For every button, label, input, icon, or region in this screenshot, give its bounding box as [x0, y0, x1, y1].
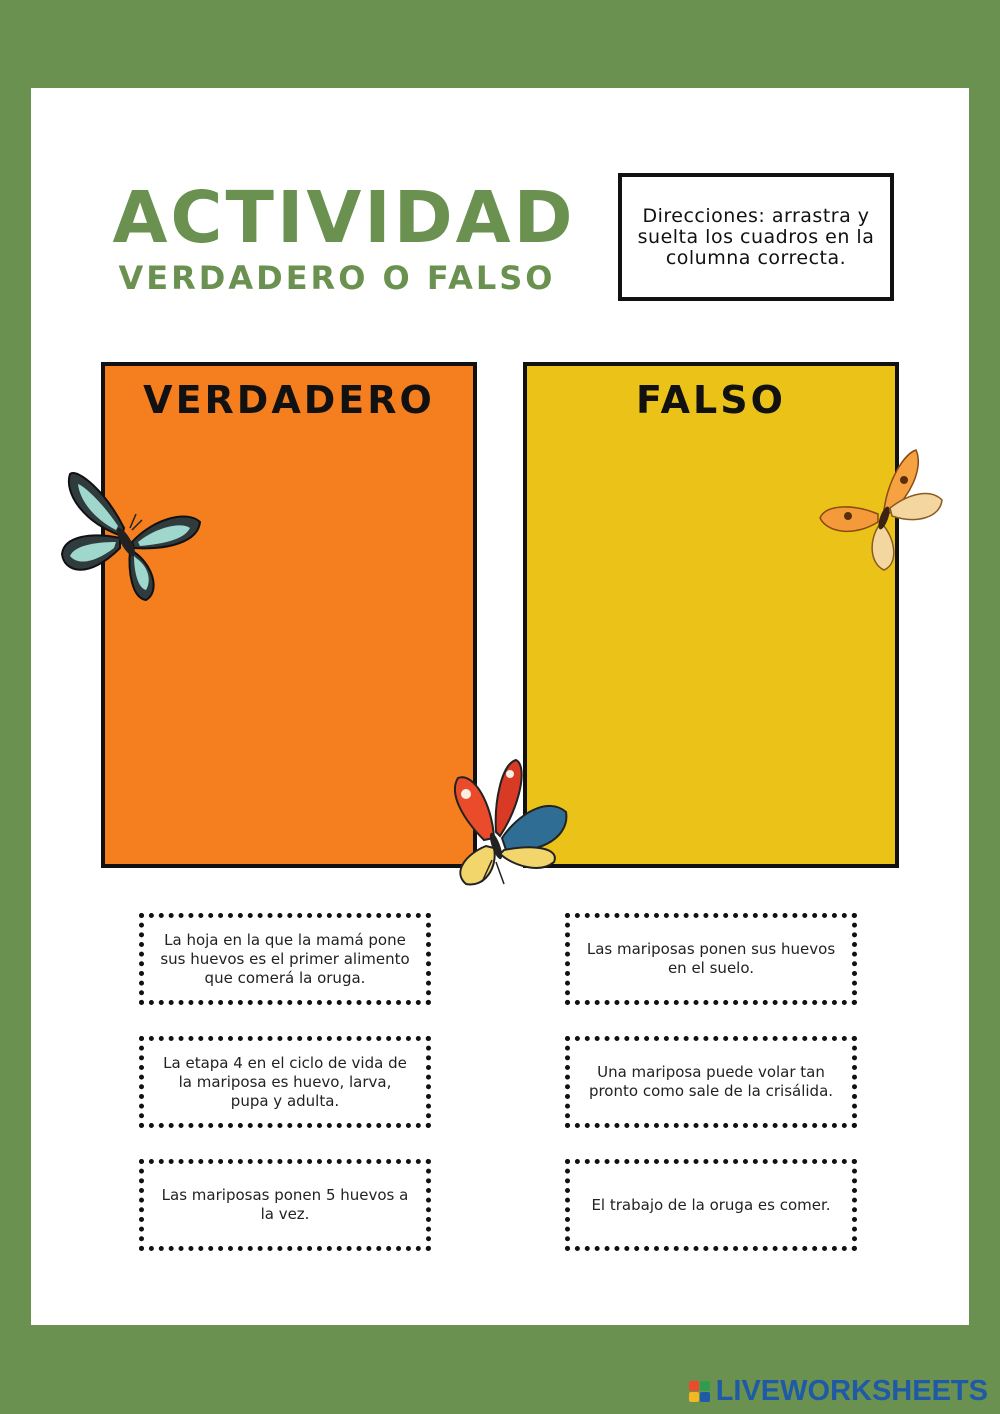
page-subtitle: VERDADERO O FALSO — [118, 259, 556, 297]
directions-box — [618, 173, 894, 301]
answer-card-text: Una mariposa puede volar tan pronto como sale de la crisálida. — [588, 1063, 834, 1100]
answer-card-text: Las mariposas ponen sus huevos en el suelo. — [586, 940, 836, 977]
answer-card[interactable] — [139, 913, 431, 1005]
answer-card[interactable] — [565, 913, 857, 1005]
butterfly-teal-icon — [58, 462, 206, 604]
answer-card[interactable] — [139, 1036, 431, 1128]
butterfly-multicolor-icon — [444, 754, 574, 894]
true-drop-zone[interactable] — [101, 362, 477, 868]
true-column-label: VERDADERO — [143, 378, 435, 422]
false-drop-zone[interactable] — [523, 362, 899, 868]
answer-card[interactable] — [565, 1036, 857, 1128]
answer-card-text: La hoja en la que la mamá pone sus huevos es el primer alimento que comerá la oruga. — [160, 930, 410, 987]
answer-card-text: El trabajo de la oruga es comer. — [591, 1195, 831, 1214]
answer-card[interactable] — [139, 1159, 431, 1251]
liveworksheets-logo[interactable] — [689, 1376, 988, 1406]
answer-card-text: Las mariposas ponen 5 huevos a la vez. — [161, 1186, 409, 1223]
false-column-label: FALSO — [636, 378, 786, 422]
answer-card-text: La etapa 4 en el ciclo de vida de la mariposa es huevo, larva, pupa y adulta. — [163, 1053, 407, 1110]
answer-card[interactable] — [565, 1159, 857, 1251]
directions-text: Direcciones: arrastra y suelta los cuadros en la columna correcta. — [637, 204, 875, 269]
butterfly-orange-icon — [818, 448, 946, 572]
page-title: ACTIVIDAD — [112, 176, 576, 259]
logo-text: LIVEWORKSHEETS — [715, 1374, 988, 1407]
liveworksheets-logo-icon — [689, 1381, 710, 1402]
